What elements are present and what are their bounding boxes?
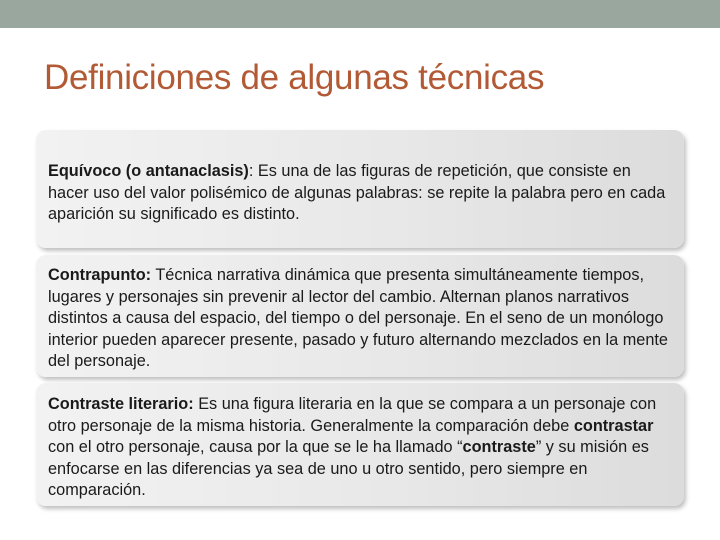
definition-text: Es una figura literaria en la que se compara a un personaje con otro personaje de la misma historia. Generalmente la comparación debe: [48, 395, 657, 435]
definition-text: : Es una de las figuras de repetición, que consiste en hacer uso del valor polisémico de algunas palabras: se repite la palabra pero en cada aparición su significado es distinto.: [48, 162, 666, 223]
definition-term: Contrapunto:: [48, 266, 152, 284]
definition-text: con el otro personaje, causa por la que se le ha llamado “: [48, 438, 463, 456]
top-accent-bar: [0, 0, 720, 28]
definition-card-contrapunto: [36, 255, 684, 377]
definition-text: Técnica narrativa dinámica que presenta simultáneamente tiempos, lugares y personajes sin prevenir al lector del cambio. Alternan planos narrativos distintos a causa del espacio, del tiempo o del personaje. En el seno de un monólogo interior pueden aparecer presente, pasado y futuro alternando mezclados en la mente del personaje.: [48, 266, 668, 370]
definition-term: Contraste literario:: [48, 395, 194, 413]
emphasis-word: contrastar: [573, 416, 654, 435]
emphasis-word: contraste: [462, 438, 536, 456]
slide-title: Definiciones de algunas técnicas: [44, 58, 545, 97]
definition-card-contraste: [36, 383, 684, 506]
definition-term: Equívoco (o antanaclasis): [48, 162, 249, 180]
definition-card-equivoco: [36, 130, 684, 248]
definition-text: ” y su misión es enfocarse en las diferencias ya sea de uno u otro sentido, pero siempre en comparación.: [48, 438, 649, 499]
